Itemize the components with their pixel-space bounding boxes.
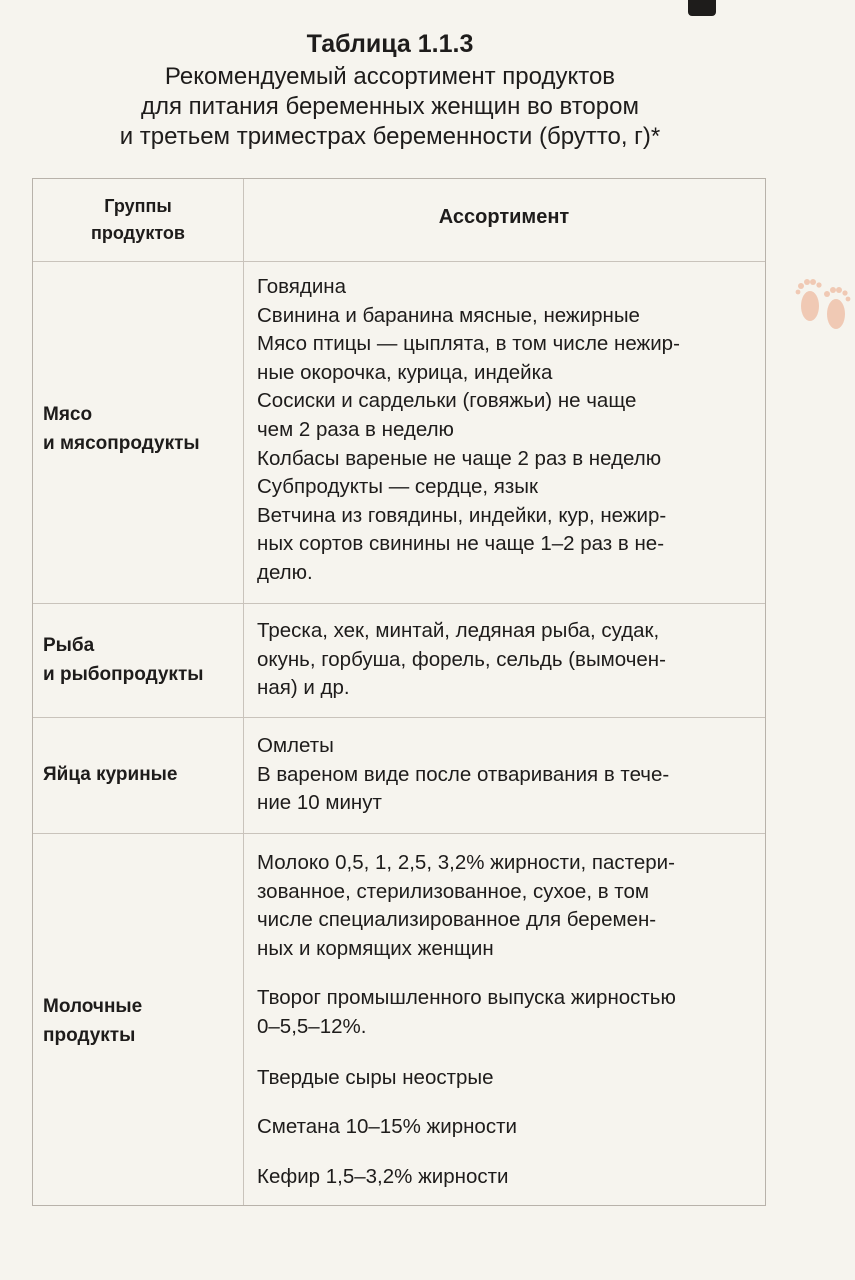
- assortment-text: Омлеты В вареном виде после отваривания в тече- ние 10 минут: [257, 734, 670, 815]
- table-caption: [0, 62, 780, 152]
- assortment-text: Говядина Свинина и баранина мясные, нежирные Мясо птицы — цыплята, в том числе нежир- ные окорочка, курица, индейка Сосиски и сардельки (говяжьи) не чаще чем 2 раза в неделю Колбасы вареные не чаще 2 раз в неделю Субпродукты — сердце, язык Ветчина из говядины, индейки, кур, нежир- ных сортов свинины не чаще 1–2 раз в не- делю.: [257, 275, 680, 584]
- assortment-text: Треска, хек, минтай, ледяная рыба, судак, окунь, горбуша, форель, сельдь (вымочен- ная) и др.: [257, 619, 666, 700]
- table-row: [33, 261, 765, 603]
- products-table: [32, 178, 766, 1206]
- group-label: Рыба и рыбопродукты: [43, 635, 204, 685]
- page-clip-mark: [688, 0, 716, 16]
- caption-line: для питания беременных женщин во втором: [141, 93, 639, 120]
- column-header-assortment: Ассортимент: [438, 206, 570, 228]
- group-label: Яйца куриные: [43, 764, 178, 785]
- assortment-text: Молоко 0,5, 1, 2,5, 3,2% жирности, пастери- зованное, стерилизованное, сухое, в том числе специализированное для беремен- ных и кормящих женщин: [257, 851, 675, 960]
- table-row: [33, 717, 765, 833]
- group-label: Мясо и мясопродукты: [43, 404, 200, 454]
- caption-line: и третьем триместрах беременности (брутто, г)*: [119, 123, 661, 150]
- assortment-text: Сметана 10–15% жирности: [257, 1115, 517, 1138]
- table-number: Таблица 1.1.3: [306, 30, 474, 58]
- table-header-row: [33, 179, 765, 261]
- baby-footprints-icon: [790, 266, 854, 334]
- caption-line: Рекомендуемый ассортимент продуктов: [164, 63, 616, 90]
- group-label: Молочные продукты: [43, 996, 143, 1046]
- column-header-groups: Группы продуктов: [91, 196, 185, 243]
- assortment-text: Кефир 1,5–3,2% жирности: [257, 1165, 509, 1188]
- table-row: [33, 833, 765, 1207]
- assortment-text: Творог промышленного выпуска жирностью 0–5,5–12%.: [257, 986, 676, 1038]
- assortment-text: Твердые сыры неострые: [257, 1066, 494, 1089]
- table-header: [0, 28, 780, 152]
- table-row: [33, 603, 765, 717]
